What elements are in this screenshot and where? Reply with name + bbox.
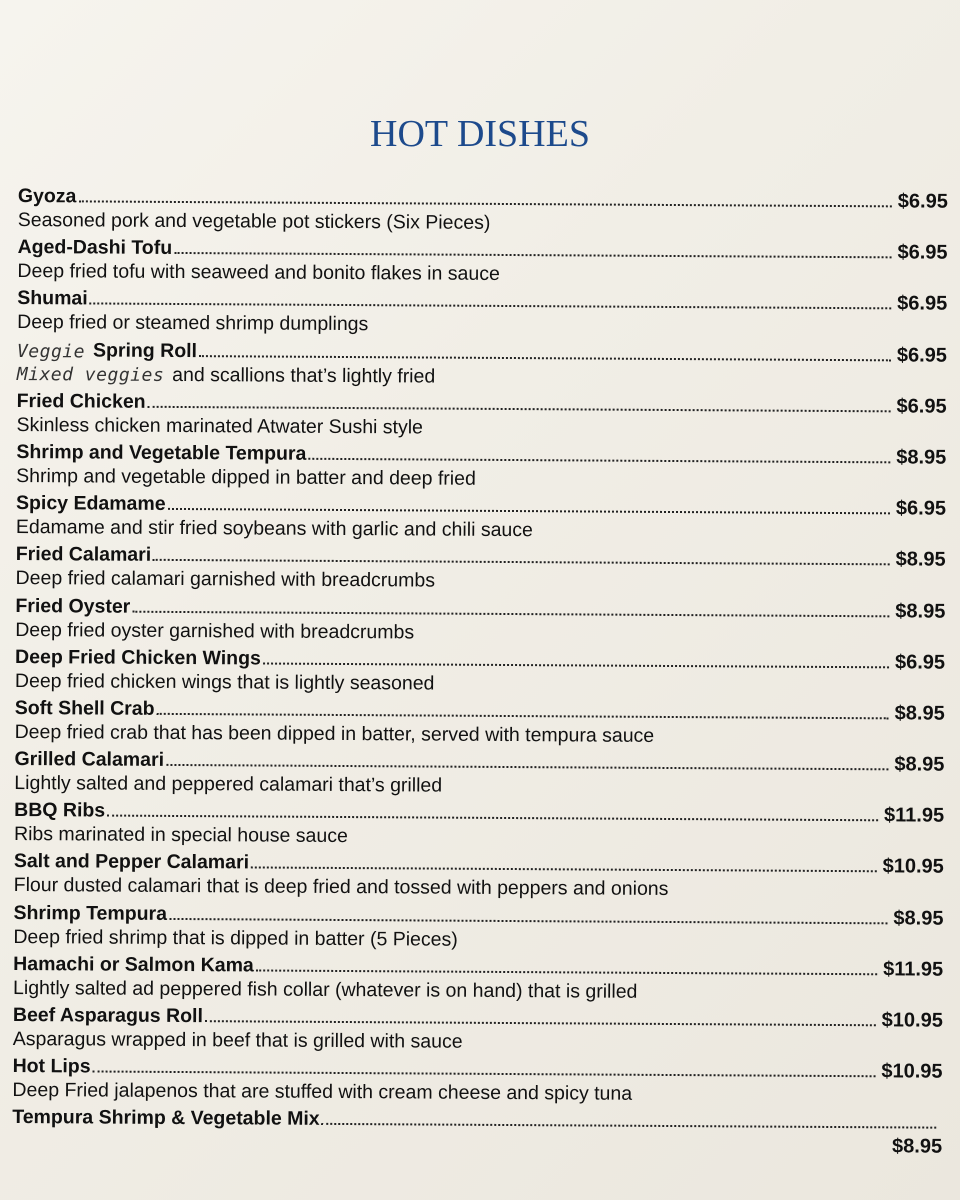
dot-leader xyxy=(107,815,878,822)
menu-item-name: Shumai xyxy=(17,287,88,310)
menu-item xyxy=(16,438,946,495)
dot-leader xyxy=(322,1123,937,1129)
menu-item-description-text: Seasoned pork and vegetable pot stickers (Six Pieces) xyxy=(17,208,491,234)
menu-item-name: Tempura Shrimp & Vegetable Mix xyxy=(12,1106,320,1131)
menu-item-name: Hot Lips xyxy=(12,1055,91,1078)
dot-leader xyxy=(251,867,877,873)
menu-item xyxy=(15,540,945,597)
menu-item-price: $10.95 xyxy=(881,1009,943,1032)
menu-item-description-text: Asparagus wrapped in beef that is grilled with sauce xyxy=(12,1027,463,1053)
menu-item-name: Soft Shell Crab xyxy=(14,696,155,720)
menu-item-description-text: Lightly salted and peppered calamari that’s grilled xyxy=(14,772,443,797)
menu-item xyxy=(17,284,947,341)
menu-item-price: $6.95 xyxy=(897,292,948,316)
menu-item-price: $6.95 xyxy=(896,343,948,367)
menu-item-name: Fried Calamari xyxy=(15,543,152,567)
menu-list xyxy=(12,182,948,1160)
menu-item xyxy=(14,847,944,904)
dot-leader xyxy=(78,200,891,207)
menu-item-price: $8.95 xyxy=(894,702,945,725)
menu-item-name: Gyoza xyxy=(17,184,77,208)
menu-item-name: Fried Oyster xyxy=(15,594,131,618)
menu-item xyxy=(12,1103,942,1160)
menu-item-description-text: Deep fried tofu with seaweed and bonito flakes in sauce xyxy=(17,260,500,286)
menu-item-price-row xyxy=(12,1129,942,1159)
menu-item-description-text: Edamame and stir fried soybeans with garlic and chili sauce xyxy=(15,516,533,542)
menu-item xyxy=(18,182,948,239)
menu-item xyxy=(13,950,943,1007)
menu-item-name: Spicy Edamame xyxy=(15,492,166,516)
dot-leader xyxy=(90,303,891,310)
menu-item-description-text: Deep fried calamari garnished with breadcrumbs xyxy=(15,567,436,592)
menu-item-description-text: Deep Fried jalapenos that are stuffed with cream cheese and spicy tuna xyxy=(12,1079,633,1105)
menu-item-price: $8.95 xyxy=(895,599,946,623)
menu-item-name: Salt and Pepper Calamari xyxy=(13,850,250,874)
menu-item-description-text: Deep fried crab that has been dipped in batter, served with tempura sauce xyxy=(14,720,655,747)
menu-item-price: $6.95 xyxy=(894,651,946,674)
menu-item xyxy=(15,694,945,751)
page-title: HOT DISHES xyxy=(370,113,590,155)
menu-item-description-text: Lightly salted ad peppered fish collar (whatever is on hand) that is grilled xyxy=(13,976,638,1003)
dot-leader xyxy=(256,969,877,975)
menu-item-price: $11.95 xyxy=(884,804,945,827)
dot-leader xyxy=(166,764,888,770)
menu-item-name: BBQ Ribs xyxy=(14,799,106,822)
dot-leader xyxy=(308,458,890,464)
menu-item xyxy=(13,899,943,956)
menu-item xyxy=(12,1052,942,1109)
menu-item xyxy=(16,489,946,546)
menu-item-description-text: Shrimp and vegetable dipped in batter and deep fried xyxy=(16,464,476,490)
menu-item xyxy=(15,643,945,700)
handwritten-note: Veggie xyxy=(16,340,86,362)
dot-leader xyxy=(93,1071,876,1078)
menu-item-description-text: and scallions that’s lightly fried xyxy=(172,363,436,388)
menu-item-description-text: Ribs marinated in special house sauce xyxy=(13,823,348,848)
menu-item xyxy=(14,745,944,802)
menu-item-name: Shrimp Tempura xyxy=(13,901,168,925)
dot-leader xyxy=(169,918,887,924)
menu-item-name: Aged-Dashi Tofu xyxy=(17,236,173,260)
menu-item xyxy=(17,336,947,393)
handwritten-note: Mixed veggies xyxy=(16,363,165,386)
menu-item-price: $6.95 xyxy=(896,395,947,418)
menu-item-name: Shrimp and Vegetable Tempura xyxy=(16,440,307,465)
menu-item-price: $6.95 xyxy=(895,497,947,520)
menu-item-name: Deep Fried Chicken Wings xyxy=(15,645,261,670)
menu-item-price: $10.95 xyxy=(881,1060,943,1083)
menu-item-description-text: Deep fried oyster garnished with breadcrumbs xyxy=(15,618,415,643)
dot-leader xyxy=(174,252,891,258)
dot-leader xyxy=(157,713,889,719)
dot-leader xyxy=(199,355,891,361)
menu-item-price: $8.95 xyxy=(893,906,944,930)
menu-item-description-text: Flour dusted calamari that is deep fried and tossed with peppers and onions xyxy=(13,874,669,901)
menu-item xyxy=(15,591,945,648)
menu-item-description-text: Deep fried chicken wings that is lightly seasoned xyxy=(14,669,435,695)
menu-item-name: Fried Chicken xyxy=(16,389,146,413)
menu-item-name: Spring Roll xyxy=(92,339,198,362)
dot-leader xyxy=(148,406,891,413)
dot-leader xyxy=(132,610,889,617)
menu-item xyxy=(14,796,944,853)
menu-item-price: $11.95 xyxy=(883,958,944,981)
menu-item xyxy=(17,233,947,290)
menu-item-name: Hamachi or Salmon Kama xyxy=(13,952,254,977)
menu-item-name: Beef Asparagus Roll xyxy=(12,1003,203,1028)
dot-leader xyxy=(205,1020,876,1026)
dot-leader xyxy=(263,662,889,668)
menu-item-price: $6.95 xyxy=(897,241,948,264)
dot-leader xyxy=(168,508,890,514)
menu-item-description-text: Deep fried or steamed shrimp dumplings xyxy=(17,311,369,336)
menu-item-price: $8.95 xyxy=(895,548,946,571)
menu-item-price: $10.95 xyxy=(882,855,944,879)
menu-item-price: $8.95 xyxy=(894,753,945,776)
menu-item xyxy=(16,387,946,444)
dot-leader xyxy=(153,559,889,565)
menu-item xyxy=(13,1001,943,1058)
menu-item-price: $8.95 xyxy=(891,1135,943,1159)
menu-item-price: $8.95 xyxy=(896,446,947,469)
menu-item-name: Grilled Calamari xyxy=(14,748,165,771)
menu-item-description-text: Skinless chicken marinated Atwater Sushi style xyxy=(16,413,424,439)
menu-item-description-text: Deep fried shrimp that is dipped in batter (5 Pieces) xyxy=(13,925,458,951)
menu-item-price: $6.95 xyxy=(897,190,948,213)
